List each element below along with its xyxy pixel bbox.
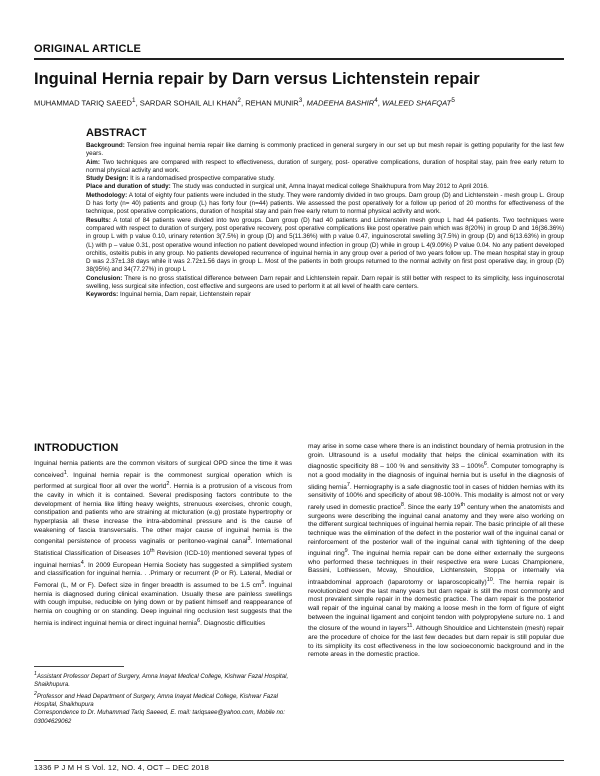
footnotes (34, 670, 292, 726)
abstract-conclusion: Conclusion: There is no gross statistical difference between Darn repair and Lichtenstein repair. Darn repair is still better with respect to its simplicity, less inguinoscrotal swelling, less surgical site infection, cost effective and surgeons are used to perform it at all level of health care centers. (86, 274, 564, 291)
footnote-1: $^1$Assistant Professor Depart of Surgery, Amna Inayat Medical College, Kishwar Fazal Hospital, Shaikhupura. (34, 671, 289, 689)
abstract-methodology: Methodology: A total of eighty four patients were included in the study. They were randomly divided in two groups. Darn group (D) and Lichtenstein - mesh group L. Group D has forty (n= 40) patients and group (L) has forty four (n=44) patients. We assessed the post operatively for a follow up period of 20 months for effectiveness of the technique, post operative complications, duration of hospital stay and pain free early return to normal physical activity and work. (86, 191, 564, 216)
abstract-results: Results: A total of 84 patients were divided into two groups. Darn group (D) had 40 patients and Lichtenstein mesh group L had 44 patients. Two techniques were compared with respect to duration of surgery, post operative recovery, post operative complications like post operative pain which was 8(20%) in group D and 16(36.36%) in group L with p value 0.10, urinary retention 3(7.5%) in group (D) and 5(11.36%) with p value 0.47, inguinoscrotal swelling 3(7.5%) in group (D) and 6(13.63%) in group (L) with p – value 0.31, post operative wound infection no patient developed wound infection in group (D) while in group L 4(9.09%) P value 0.04. No any patient developed orchitis, osteitis pubis in any group. No patients developed recurrence of inguinal hernia in any group over a period of two years follow up. The mean hospital stay in group D was 2.37±1.38 days while it was 2.72±1.56 days in group L. Most of the patients in both groups returned to the normal activity on first post operative day, in group (D) 38(95%) and 34(77.27%) in group L (86, 216, 564, 274)
author-5: WALEED SHAFQAT (381, 98, 452, 108)
author-1: MUHAMMAD TARIQ SAEED (34, 98, 133, 108)
article-title: Inguinal Hernia repair by Darn versus Lichtenstein repair (34, 70, 480, 88)
abstract-heading: ABSTRACT (86, 127, 147, 139)
intro-column-left: Inguinal hernia patients are the common visitors of surgical OPD since the time it was conceived$^1$. Inguinal hernia repair is the commonest surgical operation which is performed at surgical floor all over the world$^2$. Hernia is a protrusion of a viscous from the cavity in which it is contained. Several predisposing factors contribute to the development of hernia like lifting heavy weights, strenuous exercises, chronic cough, constipation and patients who are straining at micturation (e.g) prostate hypertrophy or hyperplasia all these increase the intra-abdominal pressure and is the cause of weakening of fascia transversalis. The other major cause of inguinal hernia is the congenital persistence of process vaginalis or peritoneo-vaginal canal$^3$. International Statistical Classification of Diseases 10th Revision (ICD-10) mentioned several types of inguinal hernias$^4$. In 2009 European Hernia Society has suggested a simplified system and classification for inguinal hernia. . .Primary or recurrent (P or R). Lateral, Medial or Femoral (L, M or F). Defect size in finger breadth is assumed to be 1.5 $cm^5$. Inguinal hernia is diagnosed during clinical examination. Usually these are painless swellings with cough impulse, reducible on lying down or by patient himself and reappearance of hernia on coughing or on standing. Deep inguinal ring occlusion test suggests that the hernia is indirect inguinal hernia or direct inguinal hernia$^6$. Diagnostic difficulties (34, 460, 293, 627)
abstract-body (86, 142, 564, 300)
author-2: SARDAR SOHAIL ALI KHAN (139, 98, 238, 108)
abstract-aim: Aim: Two techniques are compared with respect to effectiveness, duration of surgery, post- operative complications, duration of hospital stay, pain free early return to normal physical activity and work. (86, 158, 564, 174)
author-list: MUHAMMAD TARIQ SAEED$^1$, SARDAR SOHAIL ALI KHAN$^2$, REHAN MUNIR$^3$, MADEEHA BASHIR$^4$, WALEED SHAFQAT$^5$ (34, 97, 455, 108)
abstract-design: Study Design: It is a randomadised prospective comparative study. (86, 175, 275, 183)
footer-rule (34, 760, 564, 761)
page-footer: 1336 P J M H S Vol. 12, NO. 4, OCT – DEC 2018 (34, 763, 210, 772)
abstract-background: Background: Tension free inguinal hernia repair like darning is commonly practiced in general surgery in our set up but mesh repair is getting popularity for the last few years. (86, 142, 564, 158)
section-label: ORIGINAL ARTICLE (34, 43, 142, 55)
footnote-correspondence: Correspondence to Dr. Muhammad Tariq Saeeed, E. mail: tariqsaee@yahoo.com, Mobile no: 03004629062 (34, 709, 285, 725)
author-4: MADEEHA BASHIR (306, 98, 375, 108)
abstract-keywords: Keywords: Inguinal hernia, Darn repair, Lichtenstein repair (86, 291, 251, 299)
abstract-place: Place and duration of study: The study was conducted in surgical unit, Amna Inayat medical college Shaikhupura from May 2012 to April 2016. (86, 183, 489, 191)
footnote-rule (34, 666, 124, 667)
intro-heading: INTRODUCTION (34, 442, 119, 454)
footnote-2: $^2$Professor and Head Department of Surgery, Amna Inayat Medical College, Kishwar Fazal Hospital, Shaikhupura (34, 690, 278, 708)
header-rule (34, 58, 564, 60)
author-3: REHAN MUNIR (245, 98, 299, 108)
intro-column-right: may arise in some case where there is an indistinct boundary of hernia protrusion in the groin. Ultrasound is a useful modality that helps the clinical examination with its diagnostic specificity 88 – 100 % and sensitivity 33 – 100%$^6$. Computer tomography is not a good modality in the diagnosis of inguinal hernia but is useful in the diagnosis of sliding hernia$^7$. Herniography is a safe diagnostic tool in cases of hidden hernias with its sensitivity of 100% and specificity of about 98-100%. This modality is almost not or very rarely used in domestic practice$^8$. Since the early 19th century when the anatomists and surgeons were describing the inguinal canal anatomy and they were also working on the different surgical techniques of inguinal hernia repair. The basic principle of all these technique was the elimination of the defect in the posterior wall of the inguinal canal or reinforcement of the posterior wall of the inguinal canal with tightening of the deep inguinal ring$^9$. The inguinal hernia repair can be done either externally the surgeons who performed these techniques in their respective era were Lucas Championere, Bassini, Lothiessen, Mcvay, Shouldice, Lichtenstein, Stoppa or internally via intraabdominal approach (laparotomy or laparoscopically)$^{10}$. The hernia repair is revolutionized over the last many years but darn repair is still the most commonly and most prevalent simple repair in the domestic practice. The darn repair is the posterior wall repair of the inguinal canal by making a loose mesh in the form of figure of eight between the inguinal ligament and conjoint tendon with polypropylene suture no. 1 and the closure of the wound in layers$^{11}$. Although Shouldice and Lichtenstein (mesh) repair are the procedure of choice for the last few decades but darn repair is still popular due to its simplicity its cost effectiveness in the low socioeconomic background and in the remote areas in the domestic practice. (308, 443, 565, 659)
